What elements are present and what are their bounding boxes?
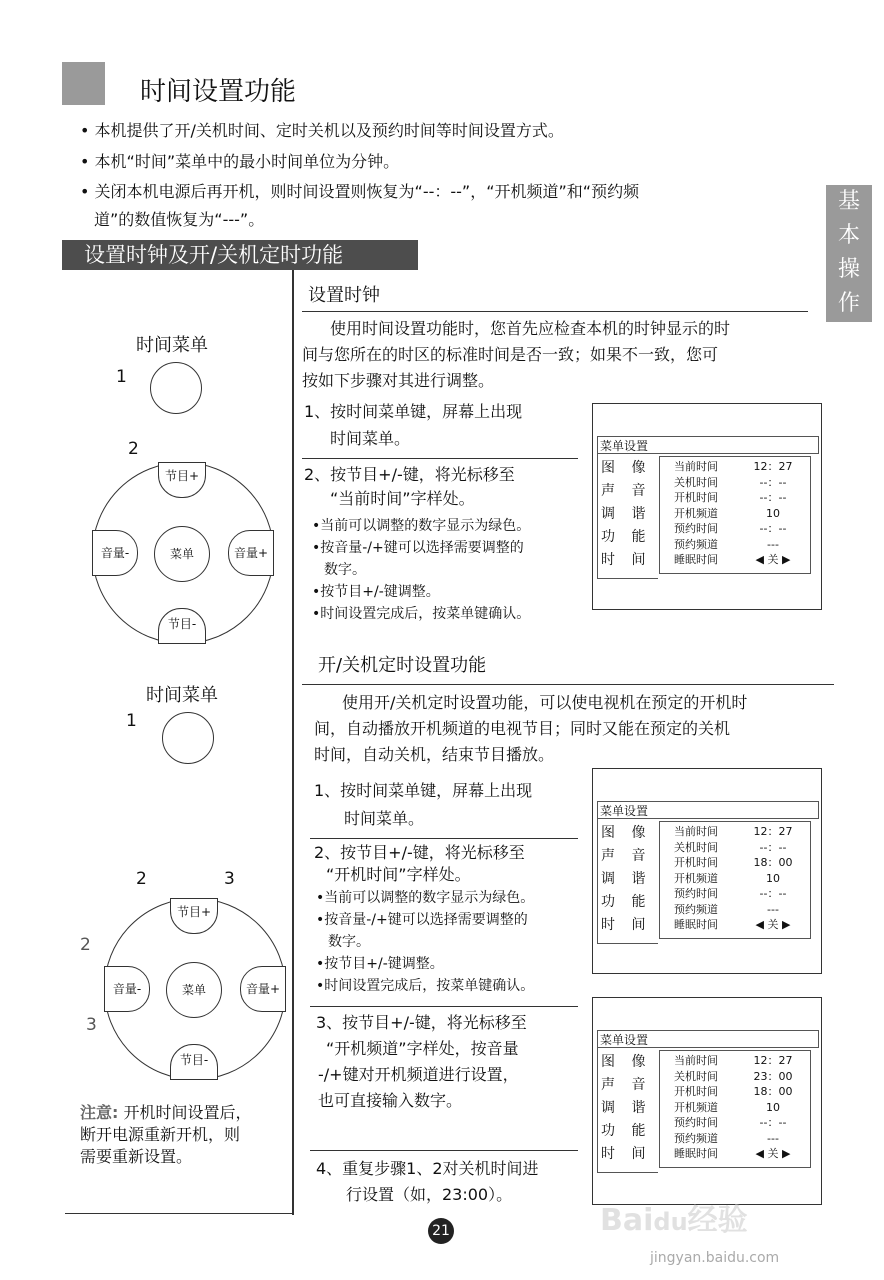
menu-row-label: 当前时间: [674, 825, 718, 838]
step-number: 1: [116, 367, 127, 387]
menu-row: [674, 1147, 804, 1161]
menu-screen: [592, 403, 822, 610]
note-line: •按节目+/-键调整。: [312, 584, 440, 600]
bullet: • 本机“时间”菜单中的最小时间单位为分钟。: [80, 152, 400, 171]
watermark-url: jingyan.baidu.com: [650, 1250, 780, 1266]
menu-category: 功 能: [601, 1123, 652, 1139]
menu-row-label: 睡眠时间: [674, 1147, 718, 1160]
menu-category: 调 谐: [601, 506, 652, 522]
menu-row-value: 18：00: [753, 856, 793, 869]
menu-key: [162, 712, 214, 764]
menu-row-value: 12：27: [753, 825, 793, 838]
note-text: 开机时间设置后，: [123, 1103, 252, 1122]
menu-header: 菜单设置: [597, 436, 819, 454]
menu-row-label: 预约时间: [674, 522, 718, 535]
page-number: 21: [428, 1218, 454, 1244]
menu-screen: [592, 768, 822, 974]
note-line: 数字。: [324, 562, 366, 578]
intro-line: 间，自动播放开机频道的电视节目；同时又能在预定的关机: [314, 719, 731, 738]
channel-down-button: 节目-: [170, 1044, 218, 1080]
step-text: 行设置（如，23:00）。: [346, 1185, 513, 1204]
note-line: •时间设置完成后，按菜单键确认。: [312, 606, 531, 622]
bullet: • 本机提供了开/关机时间、定时关机以及预约时间等时间设置方式。: [80, 121, 564, 140]
menu-category: 声 音: [601, 483, 652, 499]
step-number: 1: [126, 711, 137, 731]
menu-row: [674, 872, 804, 886]
menu-row-value: 10: [766, 506, 780, 520]
menu-items-panel: [659, 821, 811, 939]
menu-row: [674, 825, 804, 839]
menu-row-value: ◀ 关 ▶: [755, 1147, 791, 1160]
side-tab-char: 作: [837, 291, 860, 316]
divider: [310, 838, 578, 839]
note-line: •按节目+/-键调整。: [316, 956, 444, 972]
step-text: 时间菜单。: [330, 429, 411, 448]
intro-line: 使用时间设置功能时，您首先应检查本机的时钟显示的时: [330, 319, 731, 338]
note-line: 数字。: [328, 934, 370, 950]
menu-row-label: 预约时间: [674, 887, 718, 900]
step-text: 也可直接输入数字。: [318, 1091, 463, 1110]
menu-category: 声 音: [601, 848, 652, 864]
menu-row-value: 12：27: [753, 460, 793, 473]
menu-row-value: --：--: [759, 1116, 787, 1129]
step-text: -/+键对开机频道进行设置，: [318, 1065, 519, 1084]
menu-category: 图 像: [601, 1054, 652, 1070]
menu-row: [674, 1070, 804, 1084]
step-number: 2: [80, 935, 91, 955]
menu-row-label: 关机时间: [674, 840, 718, 854]
menu-row: [674, 1116, 804, 1130]
intro-line: 间与您所在的时区的标准时间是否一致；如果不一致，您可: [302, 345, 719, 364]
bullet: • 关闭本机电源后再开机，则时间设置则恢复为“--：--”，“开机频道”和“预约频: [80, 182, 640, 201]
menu-row-value: 12：27: [753, 1054, 793, 1067]
menu-row: [674, 476, 804, 490]
step-text: 1、按时间菜单键，屏幕上出现: [314, 781, 533, 800]
menu-row-value: ◀ 关 ▶: [755, 553, 791, 566]
volume-down-button: 音量-: [92, 530, 138, 576]
side-tab: [826, 185, 872, 322]
menu-row-label: 开机频道: [674, 1100, 718, 1114]
menu-row-value: 10: [766, 1100, 780, 1114]
menu-row-value: ---: [767, 1131, 779, 1145]
menu-row-label: 开机时间: [674, 491, 718, 504]
menu-row-value: --：--: [759, 475, 787, 489]
menu-row-label: 开机时间: [674, 1085, 718, 1098]
note-line: •按音量-/+键可以选择需要调整的: [316, 912, 528, 928]
menu-row-label: 预约时间: [674, 1116, 718, 1129]
side-tab-char: 操: [837, 257, 860, 282]
menu-row: [674, 1085, 804, 1099]
menu-category: 图 像: [601, 825, 652, 841]
menu-row-label: 当前时间: [674, 460, 718, 473]
menu-row: [674, 553, 804, 567]
divider: [302, 311, 808, 312]
title-marker: [62, 62, 105, 105]
menu-category: 功 能: [601, 529, 652, 545]
menu-screen: [592, 997, 822, 1205]
channel-up-button: 节目+: [158, 462, 206, 498]
menu-row-label: 预约频道: [674, 902, 718, 916]
menu-category: 调 谐: [601, 871, 652, 887]
step-text: “开机时间”字样处。: [326, 865, 471, 884]
step-number: 2: [128, 439, 139, 459]
menu-row: [674, 841, 804, 855]
step-number: 2: [136, 869, 147, 889]
note-line: •按音量-/+键可以选择需要调整的: [312, 540, 524, 556]
menu-key: [150, 362, 202, 414]
intro-line: 使用开/关机定时设置功能，可以使电视机在预定的开机时: [342, 693, 748, 712]
step-text: 4、重复步骤1、2对关机时间进: [316, 1159, 539, 1178]
menu-row-label: 当前时间: [674, 1054, 718, 1067]
menu-row-value: 18：00: [753, 1085, 793, 1098]
menu-header: 菜单设置: [597, 801, 819, 819]
menu-items-panel: [659, 1050, 811, 1168]
menu-row: [674, 887, 804, 901]
note-line: •时间设置完成后，按菜单键确认。: [316, 978, 535, 994]
divider: [302, 458, 578, 459]
menu-row: [674, 1054, 804, 1068]
volume-up-button: 音量+: [228, 530, 274, 576]
menu-row-value: --：--: [759, 522, 787, 535]
menu-row-label: 预约频道: [674, 537, 718, 551]
menu-row-value: --：--: [759, 840, 787, 854]
note-label: 注意:: [80, 1103, 119, 1122]
subheading-timer: 开/关机定时设置功能: [318, 655, 487, 676]
menu-category: 时 间: [601, 1146, 652, 1162]
step-text: “开机频道”字样处，按音量: [326, 1039, 519, 1058]
page-title: 时间设置功能: [140, 77, 297, 107]
menu-row-label: 关机时间: [674, 475, 718, 489]
step-number: 3: [86, 1015, 97, 1035]
menu-header: 菜单设置: [597, 1030, 819, 1048]
menu-row: [674, 903, 804, 917]
intro-line: 按如下步骤对其进行调整。: [302, 371, 495, 390]
note-line: •当前可以调整的数字显示为绿色。: [316, 890, 535, 906]
step-number: 3: [224, 869, 235, 889]
step-text: 时间菜单。: [344, 809, 425, 828]
note-text: 需要重新设置。: [80, 1147, 193, 1166]
step-text: “当前时间”字样处。: [330, 489, 475, 508]
menu-category: 图 像: [601, 460, 652, 476]
step-text: 3、按节目+/-键，将光标移至: [316, 1013, 527, 1032]
menu-row-value: --：--: [759, 491, 787, 504]
menu-button: 菜单: [154, 526, 210, 582]
menu-row-label: 关机时间: [674, 1069, 718, 1083]
divider: [65, 1213, 293, 1214]
menu-row-value: ---: [767, 537, 779, 551]
menu-row: [674, 1132, 804, 1146]
menu-category: 功 能: [601, 894, 652, 910]
menu-row-value: 23：00: [753, 1069, 793, 1083]
intro-line: 时间，自动关机，结束节目播放。: [314, 745, 555, 764]
menu-row: [674, 522, 804, 536]
menu-row-label: 睡眠时间: [674, 918, 718, 931]
volume-down-button: 音量-: [104, 966, 150, 1012]
menu-row-value: ◀ 关 ▶: [755, 918, 791, 931]
menu-key-label: 时间菜单: [136, 335, 208, 356]
channel-up-button: 节目+: [170, 898, 218, 934]
step-text: 2、按节目+/-键，将光标移至: [304, 465, 515, 484]
note-line: •当前可以调整的数字显示为绿色。: [312, 518, 531, 534]
menu-key-label: 时间菜单: [146, 685, 218, 706]
menu-row-label: 开机频道: [674, 871, 718, 885]
menu-row: [674, 491, 804, 505]
menu-row-value: 10: [766, 871, 780, 885]
divider: [302, 684, 834, 685]
menu-row-value: ---: [767, 902, 779, 916]
section-heading: 设置时钟及开/关机定时功能: [62, 240, 418, 270]
watermark-logo: Baidu经验: [600, 1203, 748, 1238]
step-text: 2、按节目+/-键，将光标移至: [314, 843, 525, 862]
menu-row: [674, 856, 804, 870]
side-tab-char: 本: [837, 223, 860, 248]
menu-row: [674, 918, 804, 932]
menu-row-label: 睡眠时间: [674, 553, 718, 566]
menu-category: 调 谐: [601, 1100, 652, 1116]
menu-row: [674, 507, 804, 521]
menu-items-panel: [659, 456, 811, 574]
bullet-cont: 道”的数值恢复为“---”。: [94, 210, 265, 229]
menu-row-label: 开机频道: [674, 506, 718, 520]
side-tab-char: 基: [837, 189, 860, 214]
divider: [310, 1006, 578, 1007]
menu-button: 菜单: [166, 962, 222, 1018]
menu-row-value: --：--: [759, 887, 787, 900]
divider: [310, 1150, 578, 1151]
channel-down-button: 节目-: [158, 608, 206, 644]
divider: [292, 270, 294, 1215]
menu-row-label: 开机时间: [674, 856, 718, 869]
menu-category: 时 间: [601, 917, 652, 933]
menu-category: 时 间: [601, 552, 652, 568]
menu-row: [674, 460, 804, 474]
menu-row-label: 预约频道: [674, 1131, 718, 1145]
step-text: 1、按时间菜单键，屏幕上出现: [304, 402, 523, 421]
subheading-clock: 设置时钟: [308, 285, 380, 306]
volume-up-button: 音量+: [240, 966, 286, 1012]
note: [80, 1104, 252, 1122]
note-text: 断开电源重新开机，则: [80, 1125, 241, 1144]
menu-category: 声 音: [601, 1077, 652, 1093]
menu-row: [674, 538, 804, 552]
menu-row: [674, 1101, 804, 1115]
